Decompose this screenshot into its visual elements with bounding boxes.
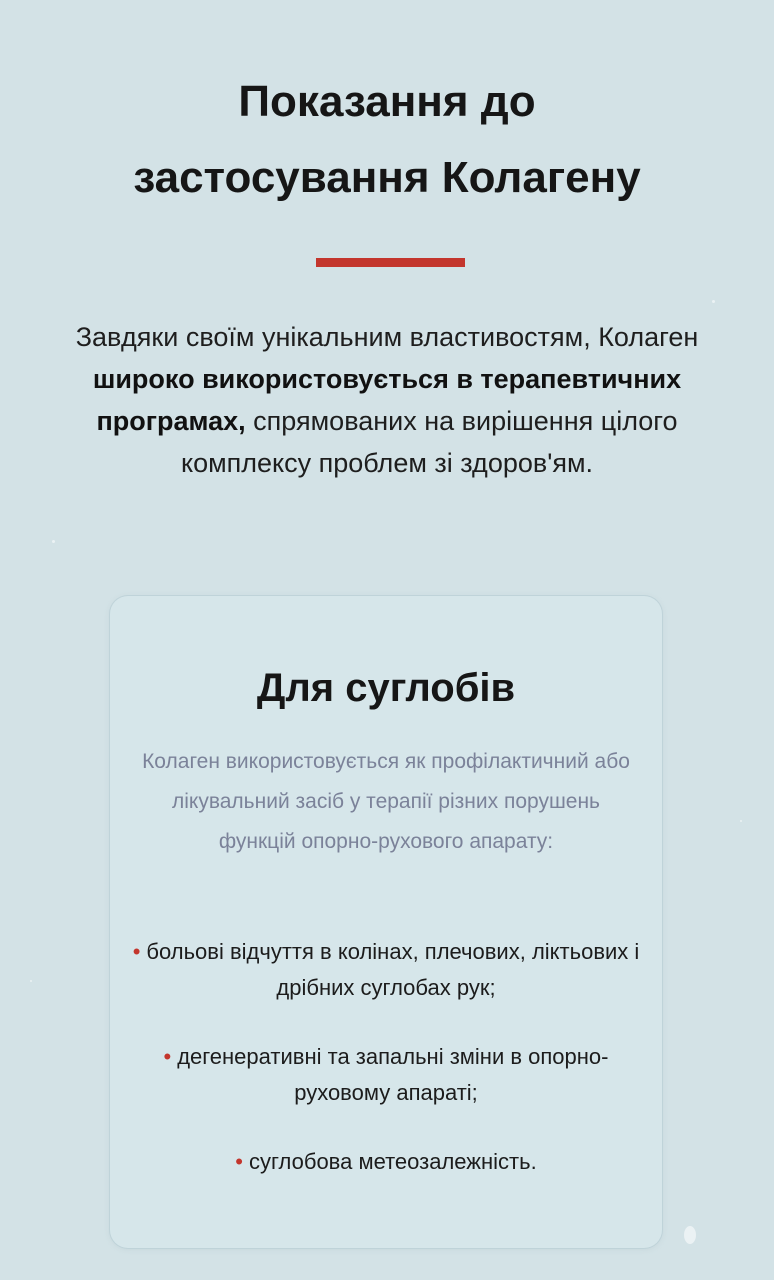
background-speck — [740, 820, 742, 822]
background-speck — [30, 980, 32, 982]
accent-divider — [316, 258, 465, 267]
list-item — [130, 934, 642, 1006]
background-speck — [52, 540, 55, 543]
list-item-text: суглобова метеозалежність. — [248, 1149, 537, 1174]
card-title: Для суглобів — [256, 666, 516, 710]
intro-text-start: Завдяки своїм унікальним властивостям, Колаген — [75, 322, 699, 352]
intro-text-bold: широко використовується в терапевтичних програмах, — [92, 364, 682, 436]
bullet-dot-icon: • — [235, 1149, 243, 1174]
intro-text-end: спрямованих на вирішення цілого комплексу проблем зі здоров'ям. — [180, 406, 678, 478]
list-item — [130, 1039, 642, 1111]
card-description: Колаген використовується як профілактичний або лікувальний засіб у терапії різних порушень функцій опорно-рухового апарату: — [142, 750, 630, 853]
list-item-text: больові відчуття в колінах, плечових, ліктьових і дрібних суглобах рук; — [146, 939, 640, 1000]
joints-card — [110, 596, 662, 1248]
page-title-line-1: Показання до — [238, 77, 536, 126]
page-title-line-2: застосування Колагену — [133, 153, 641, 202]
background-speck — [684, 1226, 696, 1244]
background-speck — [712, 300, 715, 303]
page-title — [0, 64, 774, 216]
list-item-text: дегенеративні та запальні зміни в опорно-руховому апараті; — [177, 1044, 609, 1105]
indications-list — [130, 934, 642, 1213]
bullet-dot-icon: • — [132, 939, 141, 964]
bullet-dot-icon: • — [163, 1044, 172, 1069]
list-item — [130, 1144, 642, 1180]
intro-paragraph — [60, 316, 714, 484]
